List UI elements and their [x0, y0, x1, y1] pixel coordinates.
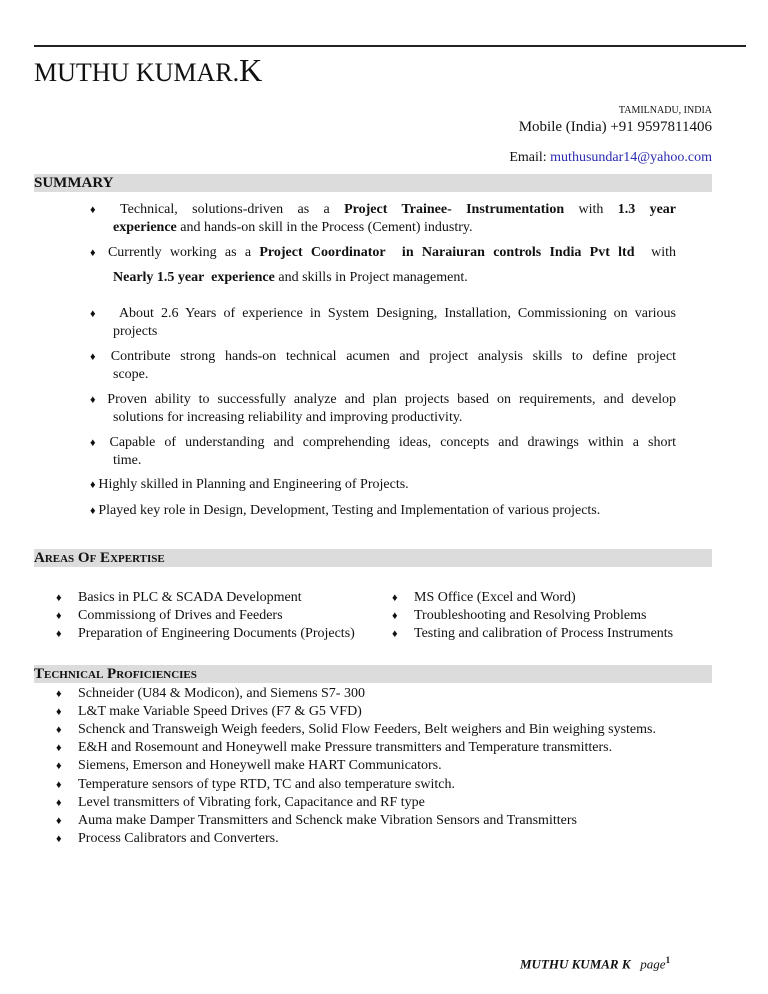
text: projects	[113, 324, 158, 339]
technical-text: Schneider (U84 & Modicon), and Siemens S7- 300	[78, 686, 365, 701]
expertise-item	[392, 607, 646, 625]
bullet-icon: ♦	[56, 796, 62, 809]
bullet-icon: ♦	[56, 814, 62, 827]
bullet-icon: ♦	[56, 628, 62, 640]
bullet-icon: ♦	[56, 592, 62, 604]
bullet-icon: ♦	[56, 760, 62, 773]
expertise-item	[56, 607, 283, 625]
technical-item	[56, 830, 279, 848]
summary-item	[90, 244, 676, 287]
bold-text: Project Trainee- Instrumentation	[344, 202, 565, 217]
bullet-icon: ♦	[56, 742, 62, 755]
technical-item	[56, 757, 442, 775]
technical-item	[56, 703, 362, 721]
summary-heading: SUMMARY	[34, 174, 712, 192]
summary-line	[90, 391, 676, 409]
text: solutions for increasing reliability and improving productivity.	[113, 410, 463, 425]
text: Highly skilled in Planning and Engineering of Projects.	[98, 477, 409, 492]
technical-text: Auma make Damper Transmitters and Schenck make Vibration Sensors and Transmitters	[78, 812, 577, 828]
summary-line	[90, 434, 676, 452]
technical-text: Process Calibrators and Converters.	[78, 830, 279, 846]
footer	[520, 955, 670, 972]
technical-text: Schenck and Transweigh Weigh feeders, Solid Flow Feeders, Belt weighers and Bin weighing systems.	[78, 722, 656, 738]
bullet-icon: ♦	[392, 610, 398, 622]
bold-text: 1.3 year	[617, 202, 677, 217]
bullet-icon: ♦	[90, 204, 121, 216]
text: Played key role in Design, Development, Testing and Implementation of various projects.	[98, 503, 601, 518]
technical-item	[56, 776, 455, 794]
bullet-icon: ♦	[56, 706, 62, 719]
summary-continuation	[90, 323, 676, 341]
technical-text: E&H and Rosemount and Honeywell make Pressure transmitters and Temperature transmitters.	[78, 740, 613, 756]
bullet-icon: ♦	[56, 688, 62, 700]
email-link[interactable]: muthusundar14@yahoo.com	[550, 150, 712, 165]
email-line	[509, 150, 712, 166]
bullet-icon: ♦	[90, 247, 108, 259]
technical-item	[56, 685, 365, 703]
text: Capable of understanding and comprehending ideas, concepts and drawings within a short	[109, 435, 677, 450]
expertise-text: Preparation of Engineering Documents (Projects)	[78, 626, 355, 641]
technical-heading: Technical Proficiencies	[34, 665, 712, 683]
summary-item	[90, 201, 676, 237]
expertise-text: Basics in PLC & SCADA Development	[78, 590, 302, 605]
expertise-item	[392, 589, 576, 607]
technical-item	[56, 721, 656, 739]
summary-continuation	[90, 269, 676, 287]
bullet-icon: ♦	[90, 479, 99, 491]
email-label: Email:	[509, 150, 551, 165]
text: scope.	[113, 367, 149, 382]
name-initial: K	[239, 52, 263, 88]
bullet-icon: ♦	[90, 505, 99, 517]
summary-line	[90, 305, 676, 323]
text: About 2.6 Years of experience in System Designing, Installation, Commissioning on various	[105, 306, 676, 321]
location: TAMILNADU, INDIA	[618, 105, 712, 116]
summary-item	[90, 305, 676, 341]
bullet-icon: ♦	[90, 437, 110, 449]
expertise-heading: Areas Of Expertise	[34, 549, 712, 567]
bullet-icon: ♦	[392, 592, 398, 604]
bullet-icon: ♦	[56, 610, 62, 622]
technical-item	[56, 739, 612, 757]
text: Proven ability to successfully analyze and plan projects based on requirements, and develop	[107, 392, 676, 407]
summary-item	[90, 391, 676, 427]
expertise-item	[392, 625, 673, 643]
summary-item	[90, 434, 676, 470]
summary-line	[90, 244, 676, 262]
summary-line	[90, 201, 676, 219]
mobile: Mobile (India) +91 9597811406	[518, 119, 712, 135]
technical-item	[56, 794, 425, 812]
text: time.	[113, 453, 142, 468]
technical-text: Level transmitters of Vibrating fork, Capacitance and RF type	[78, 794, 425, 810]
footer-page-label: page	[640, 956, 666, 972]
summary-line	[90, 476, 676, 494]
summary-item	[90, 476, 676, 494]
bullet-icon: ♦	[56, 832, 62, 845]
expertise-item	[56, 625, 355, 643]
footer-name: MUTHU KUMAR K	[520, 956, 631, 972]
technical-text: L&T make Variable Speed Drives (F7 & G5 VFD)	[78, 704, 362, 720]
expertise-text: Commissiong of Drives and Feeders	[78, 608, 283, 623]
bullet-icon: ♦	[90, 351, 111, 363]
expertise-text: Troubleshooting and Resolving Problems	[414, 608, 647, 623]
summary-line	[90, 502, 676, 520]
technical-text: Temperature sensors of type RTD, TC and also temperature switch.	[78, 776, 455, 792]
text: Technical, solutions-driven as a	[120, 202, 345, 217]
top-rule	[34, 45, 746, 47]
summary-continuation	[90, 409, 676, 427]
summary-item	[90, 348, 676, 384]
page-number: 1	[665, 955, 671, 965]
summary-continuation	[90, 366, 676, 384]
candidate-name	[34, 52, 262, 89]
text: with	[634, 245, 676, 260]
bullet-icon: ♦	[90, 308, 106, 320]
expertise-text: Testing and calibration of Process Instruments	[414, 626, 674, 641]
name-main: MUTHU KUMAR.	[34, 58, 240, 87]
bullet-icon: ♦	[56, 724, 62, 737]
bullet-icon: ♦	[392, 628, 398, 640]
bold-text: Nearly 1.5 year experience	[113, 270, 275, 285]
text: Contribute strong hands-on technical acumen and project analysis skills to define project	[110, 349, 676, 364]
expertise-item	[56, 589, 302, 607]
bold-text: experience	[113, 220, 177, 235]
bold-text: Project Coordinator in Naraiuran controls India Pvt ltd	[259, 245, 635, 260]
text: and hands-on skill in the Process (Cement) industry.	[176, 220, 473, 235]
bullet-icon: ♦	[56, 778, 62, 791]
text: and skills in Project management.	[274, 270, 468, 285]
summary-continuation	[90, 452, 676, 470]
summary-continuation	[90, 219, 676, 237]
summary-item	[90, 502, 676, 520]
expertise-text: MS Office (Excel and Word)	[414, 590, 576, 605]
text: with	[564, 202, 618, 217]
text: Currently working as a	[107, 245, 260, 260]
bullet-icon: ♦	[90, 394, 108, 406]
technical-text: Siemens, Emerson and Honeywell make HART Communicators.	[78, 758, 442, 774]
summary-line	[90, 348, 676, 366]
technical-item	[56, 812, 577, 830]
